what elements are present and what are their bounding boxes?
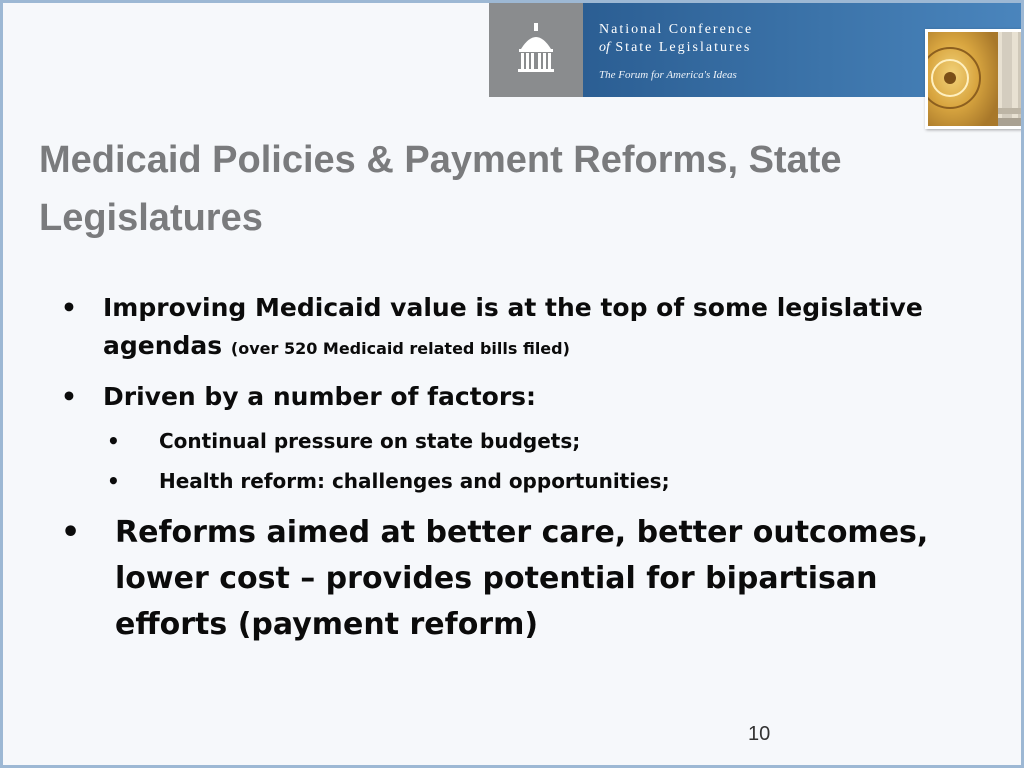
- bullet-item: [61, 289, 981, 368]
- sub-bullet-item: [61, 426, 981, 456]
- sub-bullet-text: Continual pressure on state budgets;: [159, 429, 581, 453]
- sub-bullet-item: [61, 466, 981, 496]
- capitol-dome-icon: [489, 3, 583, 97]
- bullet-dot: •: [61, 515, 81, 550]
- bullet-dot: •: [107, 469, 120, 493]
- rotunda-photo: [925, 29, 1024, 129]
- org-name-line2: [599, 40, 751, 56]
- slide-title: Medicaid Policies & Payment Reforms, State Legislatures: [39, 139, 842, 239]
- bullet-text: Reforms aimed at better care, better outcomes, lower cost – provides potential for bipartisan efforts (payment reform): [115, 515, 929, 642]
- org-tagline: The Forum for America's Ideas: [599, 69, 737, 81]
- org-name-band: [583, 3, 1024, 97]
- bullet-item: [61, 378, 981, 416]
- bullet-note: (over 520 Medicaid related bills filed): [230, 339, 570, 358]
- sub-bullet-text: Health reform: challenges and opportunities;: [159, 469, 670, 493]
- bullet-text: Improving Medicaid value is at the top of some legislative agendas: [103, 293, 923, 360]
- header-banner: [489, 3, 1024, 97]
- page-number: 10: [748, 723, 771, 745]
- bullet-dot: •: [107, 429, 120, 453]
- bullet-dot: •: [61, 293, 77, 322]
- bullet-dot: •: [61, 382, 77, 411]
- org-name-line1: National Conference: [599, 22, 754, 37]
- capitol-dome-block: [489, 3, 583, 97]
- org-name-line2-text: State Legislatures: [615, 40, 752, 55]
- bullet-list: [61, 289, 981, 648]
- org-name-of: of: [599, 40, 610, 55]
- bullet-item: [61, 510, 981, 648]
- bullet-text: Driven by a number of factors:: [103, 382, 537, 411]
